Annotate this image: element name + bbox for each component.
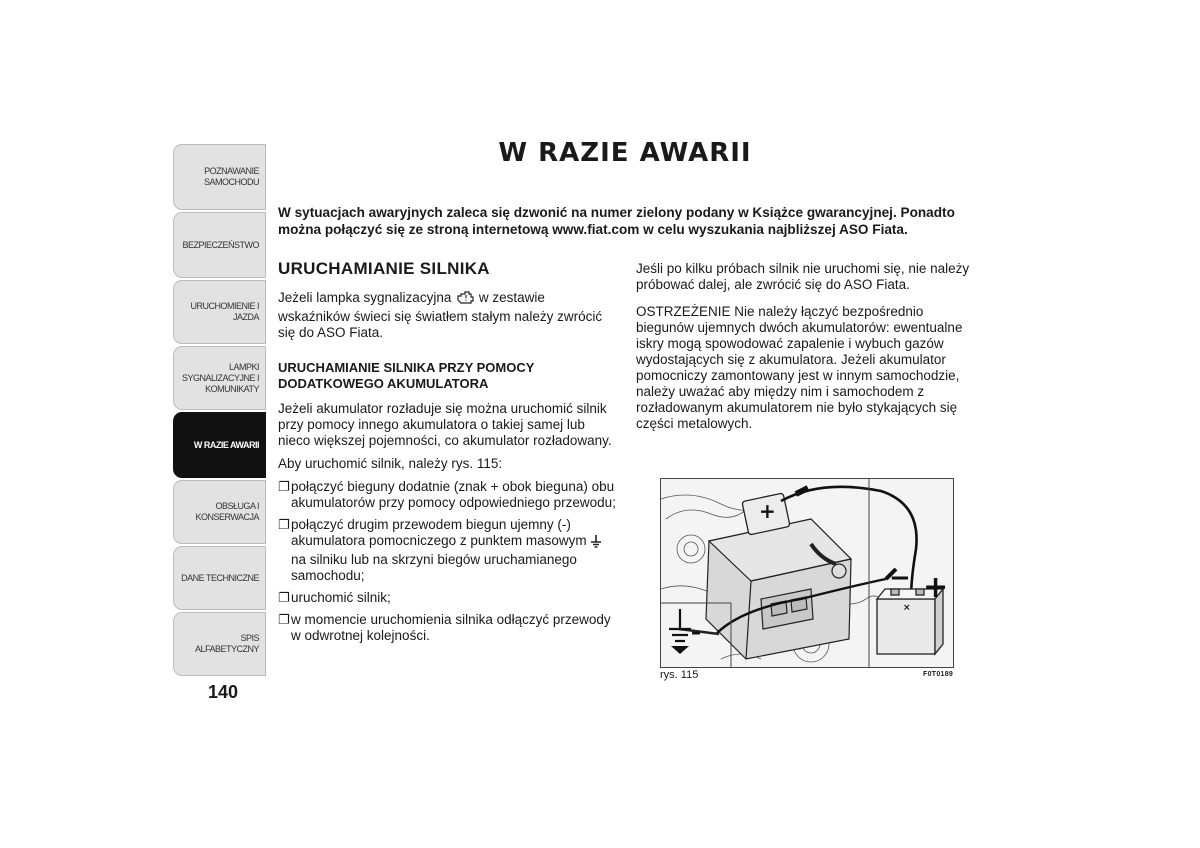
tab-bezpieczenstwo[interactable]: BEZPIECZEŃSTWO	[173, 212, 266, 278]
plus-label: +	[923, 570, 949, 605]
list-item: ❐ połączyć drugim przewodem biegun ujemny (-) akumulatora pomocniczego z punktem masowym na silniku lub na skrzyni biegów uruchamianego samochodu;	[278, 517, 620, 584]
checkbox-bullet-icon: ❐	[278, 612, 290, 627]
section-heading: URUCHAMIANIE SILNIKA	[278, 259, 490, 278]
lamp-paragraph: Jeżeli lampka sygnalizacyjna w zestawie wskaźników świeci się światłem stałym należy zwrócić się do ASO Fiata.	[278, 290, 603, 340]
right-column	[636, 261, 976, 439]
paragraph-battery: Jeżeli akumulator rozładuje się można uruchomić silnik przy pomocy innego akumulatora o takiej samej lub nieco większej pojemności, co akumulator rozładowany.	[278, 401, 612, 448]
subsection-heading: URUCHAMIANIE SILNIKA PRZY POMOCY DODATKOWEGO AKUMULATORA	[278, 360, 535, 391]
page-title: W RAZIE AWARII	[498, 138, 752, 168]
tab-w-razie-awarii[interactable]: W RAZIE AWARII	[173, 412, 266, 478]
tab-dane-techniczne[interactable]: DANE TECHNICZNE	[173, 546, 266, 610]
left-column	[278, 259, 620, 650]
tab-spis-alfabetyczny[interactable]: SPIS ALFABETYCZNY	[173, 612, 266, 676]
minus-label: −	[889, 563, 911, 593]
checkbox-bullet-icon: ❐	[278, 517, 290, 532]
figure-caption: rys. 115	[660, 669, 699, 681]
ground-icon	[590, 535, 602, 552]
engine-warning-lamp-icon	[455, 290, 475, 309]
tab-obsluga-i-konserwacja[interactable]: OBSŁUGA I KONSERWACJA	[173, 480, 266, 544]
page-number: 140	[208, 682, 239, 702]
sidebar-tabs	[173, 144, 266, 678]
jump-start-illustration	[660, 478, 954, 668]
ground-minus-label: –	[691, 620, 701, 644]
intro-text: W sytuacjach awaryjnych zaleca się dzwonić na numer zielony podany w Książce gwarancyjnej. Ponadto można połączyć się ze stroną internetową www.fiat.com w celu wyszukania najbliższej ASO Fiata.	[278, 205, 955, 237]
paragraph-retry: Jeśli po kilku próbach silnik nie uruchomi się, nie należy próbować dalej, ale zwrócić się do ASO Fiata.	[636, 261, 970, 292]
figure-code: F0T0189	[923, 671, 954, 678]
tab-uruchomienie-i-jazda[interactable]: URUCHOMIENIE I JAZDA	[173, 280, 266, 344]
tab-poznawanie-samochodu[interactable]: POZNAWANIE SAMOCHODU	[173, 144, 266, 210]
paragraph-instructions: Aby uruchomić silnik, należy rys. 115:	[278, 456, 503, 471]
tab-lampki-sygnalizacyjne[interactable]: LAMPKI SYGNALIZACYJNE I KOMUNIKATY	[173, 346, 266, 410]
aux-x-mark: ×	[903, 603, 911, 613]
list-item: ❐ połączyć bieguny dodatnie (znak + obok bieguna) obu akumulatorów przy pomocy odpowiedniego przewodu;	[278, 479, 616, 510]
checkbox-bullet-icon: ❐	[278, 590, 290, 605]
list-item: ❐ uruchomić silnik;	[278, 590, 391, 605]
plus-terminal-label: +	[759, 499, 776, 523]
checkbox-bullet-icon: ❐	[278, 479, 290, 494]
list-item: ❐ w momencie uruchomienia silnika odłączyć przewody w odwrotnej kolejności.	[278, 612, 611, 643]
warning-paragraph: OSTRZEŻENIE Nie należy łączyć bezpośrednio biegunów ujemnych dwóch akumulatorów: ewentualne iskry mogą spowodować zapalenie i wybuch gazów wydostających się z akumulatora. Jeżeli akumulator pomocniczy zamontowany jest w innym samochodzie, należy uważać aby między nim i samochodem z rozładowanym akumulatorem nie było stykających się części metalowych.	[636, 304, 963, 431]
